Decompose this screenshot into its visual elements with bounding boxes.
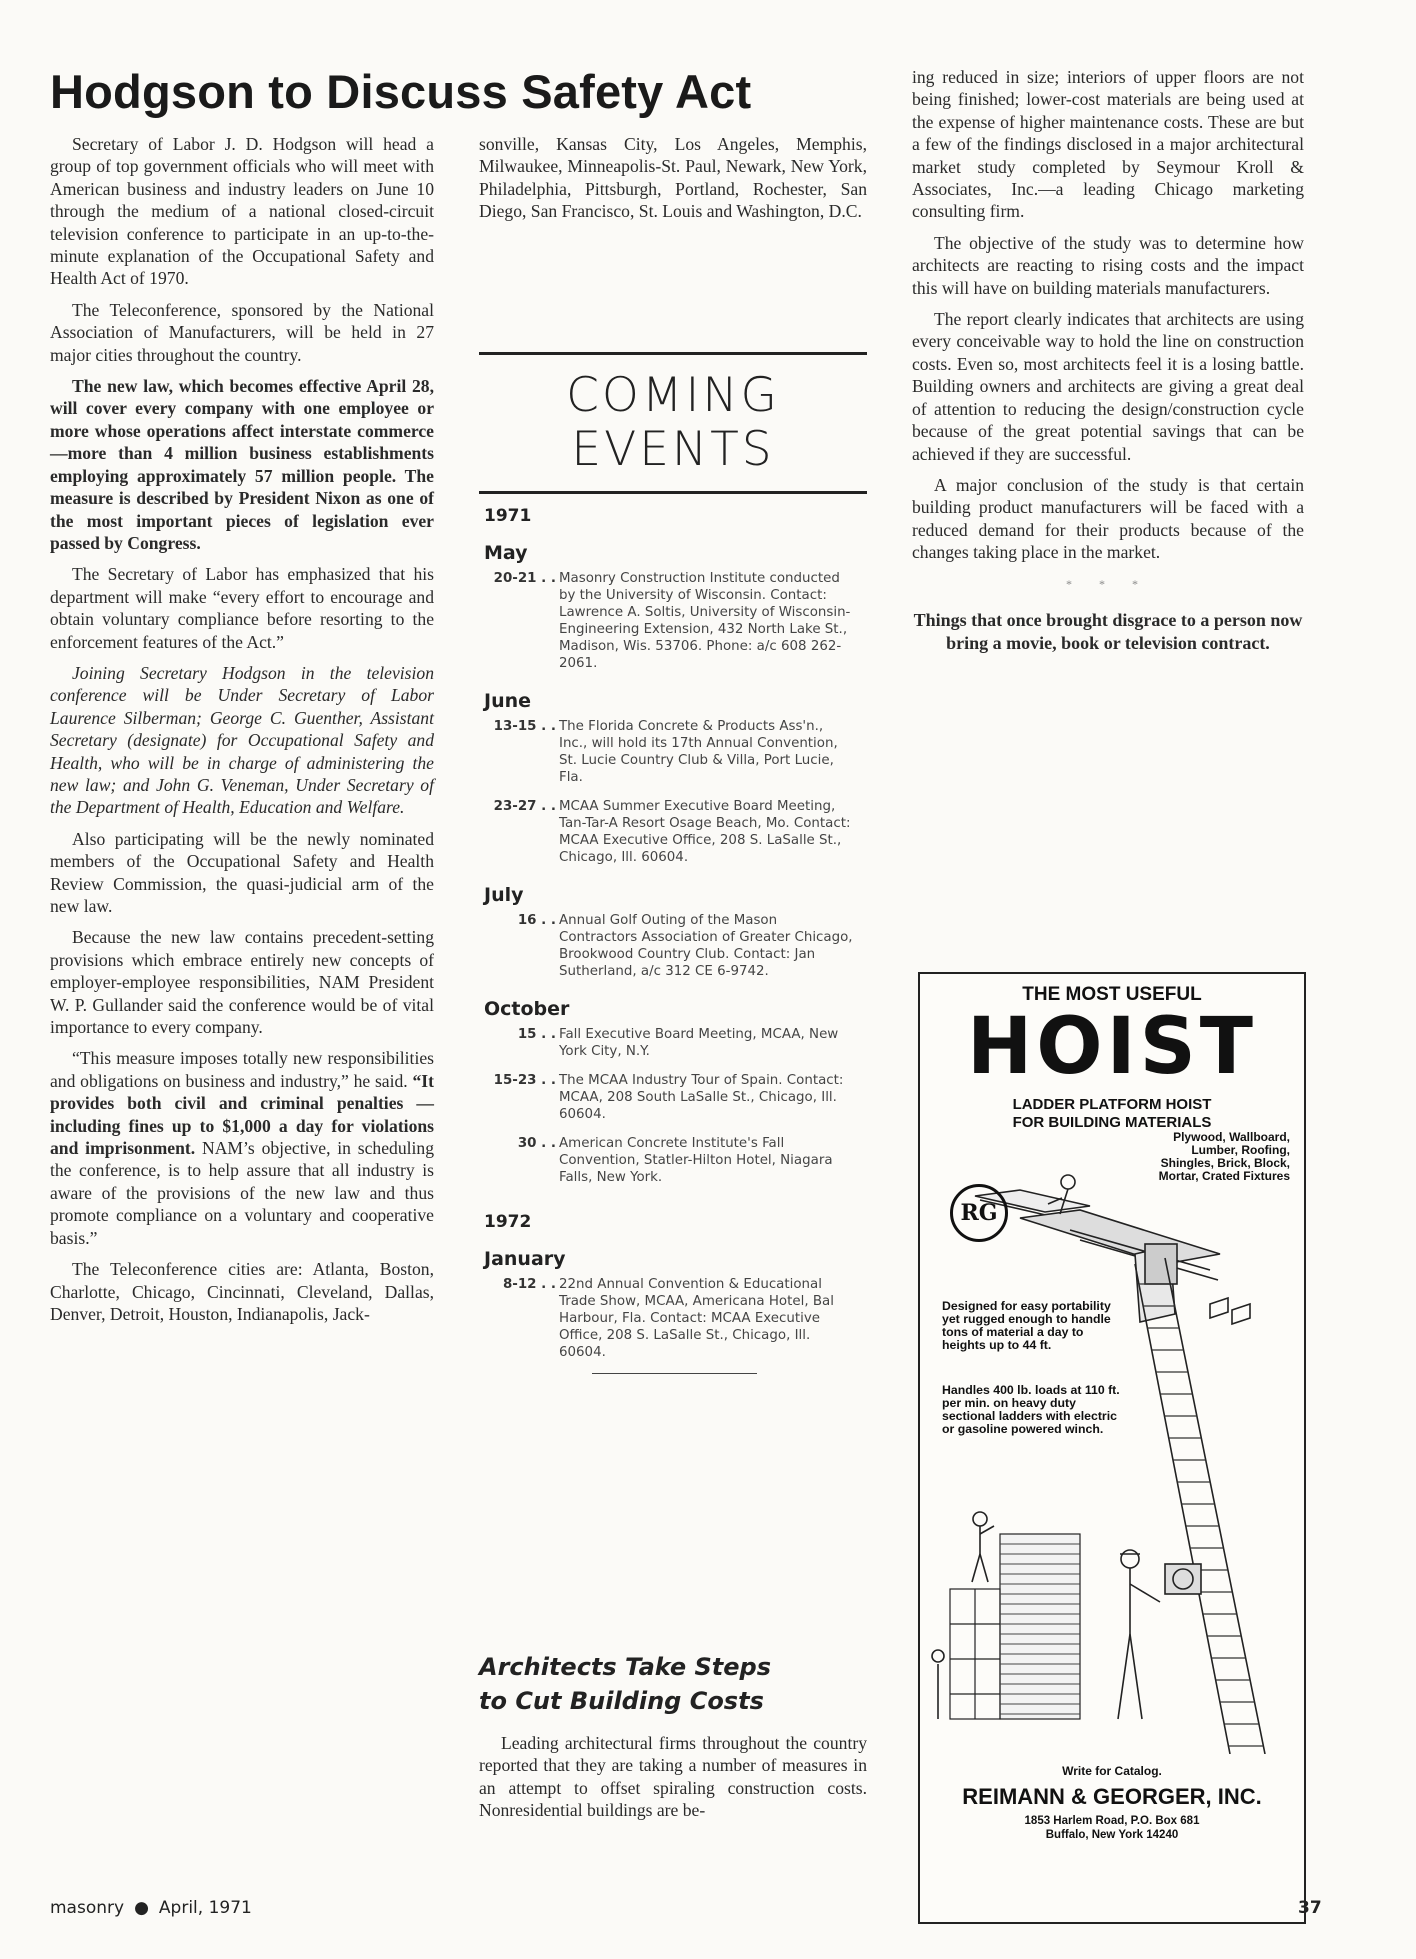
paragraph: The Teleconference cities are: Atlanta, Boston, Charlotte, Chicago, Cincinnati, Cleveland, Dallas, Denver, Detroit, Houston, Indianapolis, Jack- xyxy=(50,1259,434,1324)
events-month: July xyxy=(484,884,524,906)
event-item xyxy=(484,1276,854,1361)
event-description: The Florida Concrete & Products Ass'n., Inc., will hold its 17th Annual Convention, St. Lucie Country Club & Villa, Port Lucie, Fla. xyxy=(559,719,838,785)
event-description: Annual Golf Outing of the Mason Contractors Association of Greater Chicago, Brookwood Country Club. Contact: Jan Sutherland, a/c 312 CE 6-9742. xyxy=(559,913,853,979)
event-date: 20-21 . . xyxy=(493,571,556,586)
quote-text: NAM’s objective, in scheduling the conference, is to help assure that all industry is aware of the provisions of the new law and thus promote compliance on a voluntary and cooperative basis.” xyxy=(50,1138,435,1248)
article-headline: Hodgson to Discuss Safety Act xyxy=(50,65,752,118)
paragraph: Joining Secretary Hodgson in the television conference will be Under Secretary of Labor Laurence Silberman; George C. Guenther, Assistant Secretary (designate) for Occupational Safety and Health, who will be in charge of administering the new law; and John G. Veneman, Under Secretary of the Department of Health, Education and Welfare. xyxy=(50,662,434,818)
quote-bold-text: “It provides both civil and criminal penalties —including fines up to $1,000 a day for violations and imprisonment. xyxy=(50,1070,434,1159)
paragraph: sonville, Kansas City, Los Angeles, Memphis, Milwaukee, Minneapolis-St. Paul, Newark, New York, Philadelphia, Pittsburgh, Portland, Rochester, San Diego, San Francisco, St. Louis and Washington, D.C. xyxy=(479,134,867,222)
paragraph: ing reduced in size; interiors of upper floors are not being finished; lower-cost materials are being used at the expense of higher maintenance costs. These are but a few of the findings disclosed in a major architectural market study completed by Seymour Kroll & Associates, Inc.—a leading Chicago marketing consulting firm. xyxy=(912,67,1304,222)
architects-heading xyxy=(479,1650,867,1718)
event-date: 15-23 . . xyxy=(493,1073,556,1088)
ad-subtitle-line: LADDER PLATFORM HOIST xyxy=(1012,1096,1212,1113)
paragraph: The Secretary of Labor has emphasized that his department will make “every effort to encourage and obtain voluntary compliance before resorting to the enforcement features of the Act.” xyxy=(50,564,434,652)
ad-material-line: Plywood, Wallboard, xyxy=(1173,1130,1290,1144)
paragraph: Secretary of Labor J. D. Hodgson will head a group of top government officials who will meet with American business and industry leaders on June 10 through the medium of a national closed-circuit television conference to participate in an up-to-the-minute explanation of the Occupational Safety and Health Act of 1970. xyxy=(50,134,434,289)
events-year: 1972 xyxy=(484,1212,532,1232)
ad-catalog-callout: Write for Catalog. xyxy=(1062,1764,1162,1778)
paragraph: The report clearly indicates that architects are using every conceivable way to hold the line on construction costs. Even so, most architects feel it is a losing battle. Building owners and architects are giving a great deal of attention to reducing the design/construction cycle because of the great potential savings that can be achieved if they are successful. xyxy=(912,309,1304,464)
article-column-3 xyxy=(912,66,1304,655)
ad-material-line: Mortar, Crated Fixtures xyxy=(1158,1169,1290,1183)
event-item xyxy=(484,798,854,866)
bullet-icon: ● xyxy=(134,1898,149,1918)
paragraph: Also participating will be the newly nominated members of the Occupational Safety and Health Review Commission, the quasi-judicial arm of the new law. xyxy=(50,828,434,916)
event-description: Fall Executive Board Meeting, MCAA, New York City, N.Y. xyxy=(559,1027,839,1059)
ad-address-line: 1853 Harlem Road, P.O. Box 681 xyxy=(1024,1815,1200,1827)
event-item xyxy=(484,1135,854,1186)
quote-text: “This measure imposes totally new responsibilities and obligations on business and industry,” he said. xyxy=(50,1048,434,1091)
event-description: The MCAA Industry Tour of Spain. Contact: MCAA, 208 South LaSalle St., Chicago, Ill. 60604. xyxy=(559,1073,844,1122)
event-date: 16 . . xyxy=(517,913,556,928)
event-description: Masonry Construction Institute conducted by the University of Wisconsin. Contact: Lawrence A. Soltis, University of Wisconsin-Engineering Extension, 432 North Lake St., Madison, Wis. 53706. Phone: a/c 608 262-2061. xyxy=(559,571,851,671)
events-list xyxy=(484,506,854,1374)
ad-description: Handles 400 lb. loads at 110 ft. per min. on heavy duty sectional ladders with electric or gasoline powered winch. xyxy=(942,1383,1120,1436)
events-month: June xyxy=(484,690,532,712)
ad-company-name: REIMANN & GEORGER, INC. xyxy=(962,1784,1262,1809)
event-date: 8-12 . . xyxy=(502,1277,556,1292)
coming-events-header xyxy=(479,352,867,494)
event-item xyxy=(484,1072,854,1123)
magazine-name: masonry xyxy=(50,1898,125,1918)
reimann-georger-logo: RG xyxy=(950,1184,1008,1242)
ad-material-line: Lumber, Roofing, xyxy=(1191,1143,1290,1157)
event-item xyxy=(484,570,854,672)
ad-material-line: Shingles, Brick, Block, xyxy=(1160,1156,1290,1170)
event-date: 15 . . xyxy=(517,1027,556,1042)
filler-quote: Things that once brought disgrace to a person now bring a movie, book or television contract. xyxy=(913,609,1303,653)
event-description: MCAA Summer Executive Board Meeting, Tan-Tar-A Resort Osage Beach, Mo. Contact: MCAA Executive Office, 208 S. LaSalle St., Chicago, Ill. 60604. xyxy=(559,799,851,865)
paragraph: Because the new law contains precedent-setting provisions which embrace entirely new concepts of employer-employee responsibilities, NAM President W. P. Gullander said the conference would be of vital importance to every company. xyxy=(50,927,434,1038)
page-number: 37 xyxy=(1298,1898,1322,1918)
event-date: 23-27 . . xyxy=(493,799,556,814)
event-description: American Concrete Institute's Fall Convention, Statler-Hilton Hotel, Niagara Falls, New York. xyxy=(559,1136,833,1185)
paragraph xyxy=(50,1047,434,1249)
paragraph: The objective of the study was to determine how architects are reacting to rising costs and the impact this will have on building materials manufacturers. xyxy=(912,232,1304,298)
issue-date: April, 1971 xyxy=(158,1898,252,1918)
events-month: May xyxy=(484,542,528,564)
ad-address-line: Buffalo, New York 14240 xyxy=(1045,1829,1179,1841)
ad-tagline: THE MOST USEFUL xyxy=(1022,984,1202,1005)
paragraph: A major conclusion of the study is that certain building product manufacturers will be faced with a reduced demand for their products because of the changes taking place in the market. xyxy=(912,474,1304,563)
event-item xyxy=(484,912,854,980)
event-item xyxy=(484,1026,854,1060)
ad-address xyxy=(920,1814,1304,1842)
ad-subtitle-line: FOR BUILDING MATERIALS xyxy=(1012,1114,1212,1131)
events-month: January xyxy=(484,1248,566,1270)
heading-line: to Cut Building Costs xyxy=(479,1687,764,1715)
ad-description: Designed for easy portability yet rugged enough to handle tons of material a day to heights up to 44 ft. xyxy=(942,1299,1111,1352)
events-month: October xyxy=(484,998,570,1020)
event-item xyxy=(484,718,854,786)
section-separator: * * * xyxy=(1066,576,1150,591)
divider xyxy=(592,1373,757,1374)
events-title-line: COMING xyxy=(566,368,780,423)
article-column-2 xyxy=(479,133,867,232)
paragraph: Leading architectural firms throughout the country reported that they are taking a number of measures in an attempt to offset spiraling construction costs. Nonresidential buildings are be- xyxy=(479,1733,867,1821)
hoist-advertisement xyxy=(918,972,1306,1924)
ad-product-name: HOIST xyxy=(967,1002,1257,1092)
events-title-line: EVENTS xyxy=(571,422,775,477)
paragraph: The new law, which becomes effective April 28, will cover every company with one employee or more whose operations affect interstate commerce—more than 4 million business establishments employing approximately 57 million people. The measure is described by President Nixon as one of the most important pieces of legislation ever passed by Congress. xyxy=(50,376,434,553)
event-date: 30 . . xyxy=(517,1136,556,1151)
event-description: 22nd Annual Convention & Educational Trade Show, MCAA, Americana Hotel, Bal Harbour, Fla. Contact: MCAA Executive Office, 208 S. LaSalle St., Chicago, Ill. 60604. xyxy=(559,1277,834,1360)
events-year: 1971 xyxy=(484,506,532,526)
heading-line: Architects Take Steps xyxy=(479,1653,771,1681)
paragraph: The Teleconference, sponsored by the National Association of Manufacturers, will be held in 27 major cities throughout the country. xyxy=(50,299,434,365)
event-date: 13-15 . . xyxy=(493,719,556,734)
architects-body xyxy=(479,1732,867,1831)
article-column-1 xyxy=(50,133,434,1334)
page-footer xyxy=(50,1898,252,1918)
ad-subtitle xyxy=(920,1096,1304,1132)
